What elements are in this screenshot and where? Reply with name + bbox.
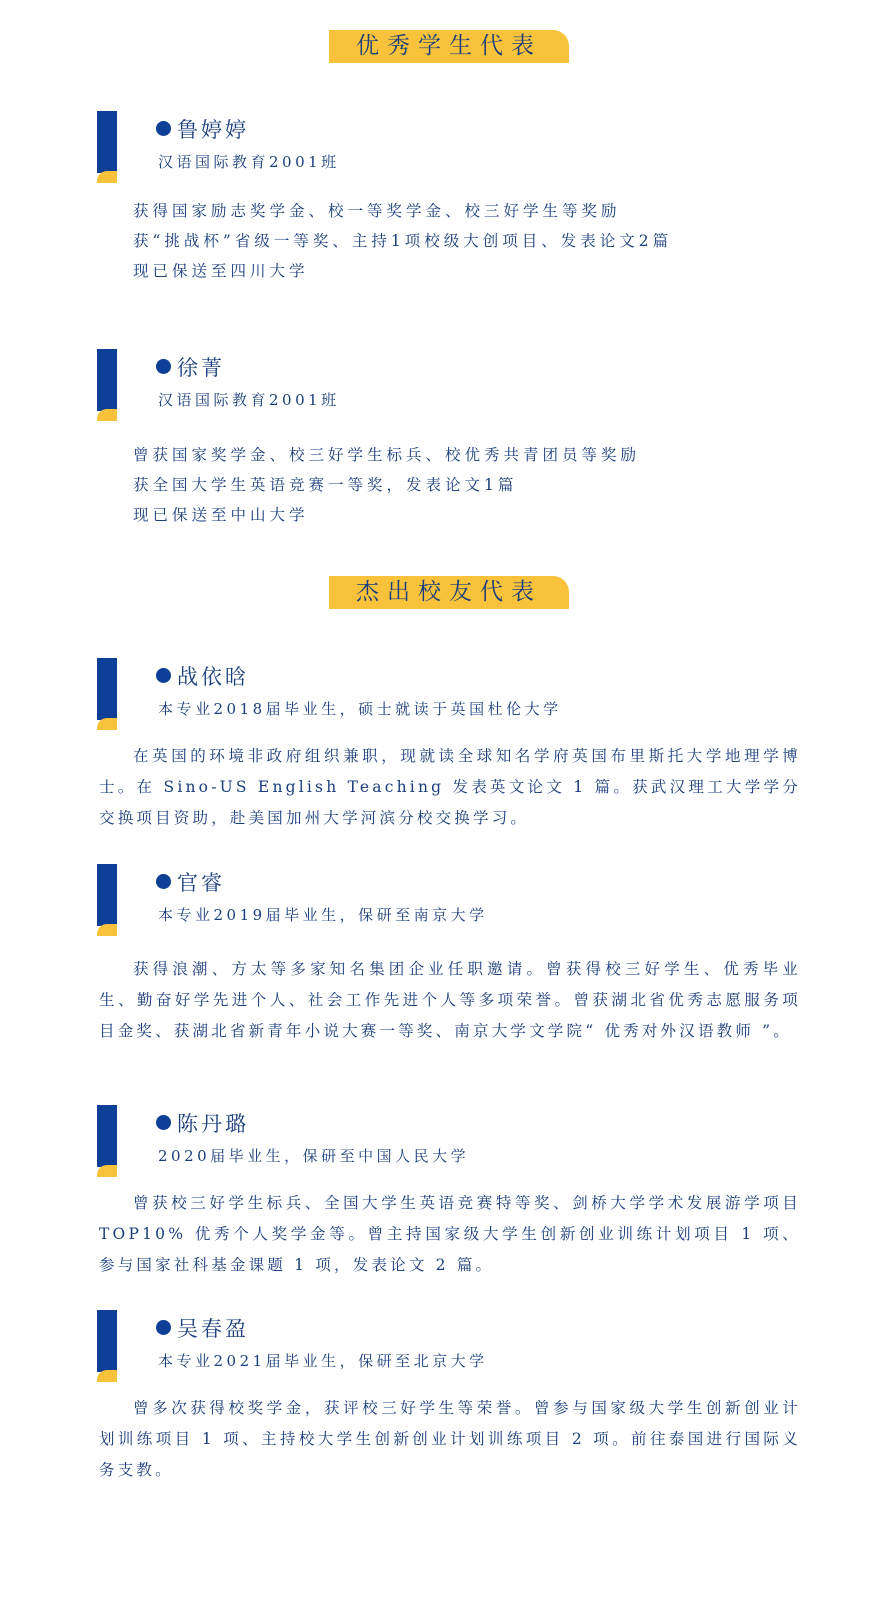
- achievement-line: 现已保送至中山大学: [133, 506, 309, 524]
- accent-bar: [97, 864, 117, 936]
- bullet-dot-icon: [156, 359, 171, 374]
- person-description: 曾多次获得校奖学金，获评校三好学生等荣誉。曾参与国家级大学生创新创业计划训练项目 1 项、主持校大学生创新创业计划训练项目 2 项。前往泰国进行国际义务支教。: [99, 1399, 801, 1479]
- person-name: 陈丹璐: [177, 1112, 249, 1136]
- person-name-row: [156, 355, 225, 381]
- bullet-dot-icon: [156, 874, 171, 889]
- achievement-line: 曾获国家奖学金、校三好学生标兵、校优秀共青团员等奖励: [133, 446, 641, 464]
- person-class: 汉语国际教育2001班: [158, 391, 340, 409]
- person-description: 曾获校三好学生标兵、全国大学生英语竞赛特等奖、剑桥大学学术发展游学项目 TOP10% 优秀个人奖学金等。曾主持国家级大学生创新创业训练计划项目 1 项、参与国家社科基金课题 1 项，发表论文 2 篇。: [99, 1194, 801, 1274]
- person-name: 鲁婷婷: [177, 118, 249, 142]
- person-name-row: [156, 870, 225, 896]
- bullet-dot-icon: [156, 668, 171, 683]
- achievement-line: 获“挑战杯”省级一等奖、主持1项校级大创项目、发表论文2篇: [133, 232, 673, 250]
- section-title-outstanding-students: 优秀学生代表: [329, 30, 569, 63]
- section-title-distinguished-alumni: 杰出校友代表: [329, 576, 569, 609]
- person-name-row: [156, 1111, 249, 1137]
- accent-bar: [97, 658, 117, 730]
- person-class: 汉语国际教育2001班: [158, 153, 340, 171]
- person-description: 获得浪潮、方太等多家知名集团企业任职邀请。曾获得校三好学生、优秀毕业生、勤奋好学先进个人、社会工作先进个人等多项荣誉。曾获湖北省优秀志愿服务项目金奖、获湖北省新青年小说大赛一等奖、南京大学文学院“ 优秀对外汉语教师 ”。: [99, 960, 801, 1040]
- accent-bar: [97, 1310, 117, 1382]
- achievement-line: 获得国家励志奖学金、校一等奖学金、校三好学生等奖励: [133, 202, 621, 220]
- person-subtitle: 2020届毕业生，保研至中国人民大学: [158, 1147, 470, 1165]
- accent-bar: [97, 1105, 117, 1177]
- person-name: 吴春盈: [177, 1317, 249, 1341]
- person-subtitle: 本专业2018届毕业生，硕士就读于英国杜伦大学: [158, 700, 562, 718]
- person-name: 官睿: [177, 871, 225, 895]
- person-name: 徐菁: [177, 356, 225, 380]
- bullet-dot-icon: [156, 121, 171, 136]
- accent-bar: [97, 111, 117, 183]
- person-name: 战依晗: [177, 665, 249, 689]
- person-description: 在英国的环境非政府组织兼职，现就读全球知名学府英国布里斯托大学地理学博士。在 Sino-US English Teaching 发表英文论文 1 篇。获武汉理工大学学分交换项目资助，赴美国加州大学河滨分校交换学习。: [99, 747, 801, 827]
- accent-bar: [97, 349, 117, 421]
- achievement-line: 获全国大学生英语竞赛一等奖，发表论文1篇: [133, 476, 518, 494]
- bullet-dot-icon: [156, 1115, 171, 1130]
- bullet-dot-icon: [156, 1320, 171, 1335]
- achievement-line: 现已保送至四川大学: [133, 262, 309, 280]
- person-name-row: [156, 117, 249, 143]
- person-name-row: [156, 1316, 249, 1342]
- person-subtitle: 本专业2019届毕业生，保研至南京大学: [158, 906, 488, 924]
- person-subtitle: 本专业2021届毕业生，保研至北京大学: [158, 1352, 488, 1370]
- person-name-row: [156, 664, 249, 690]
